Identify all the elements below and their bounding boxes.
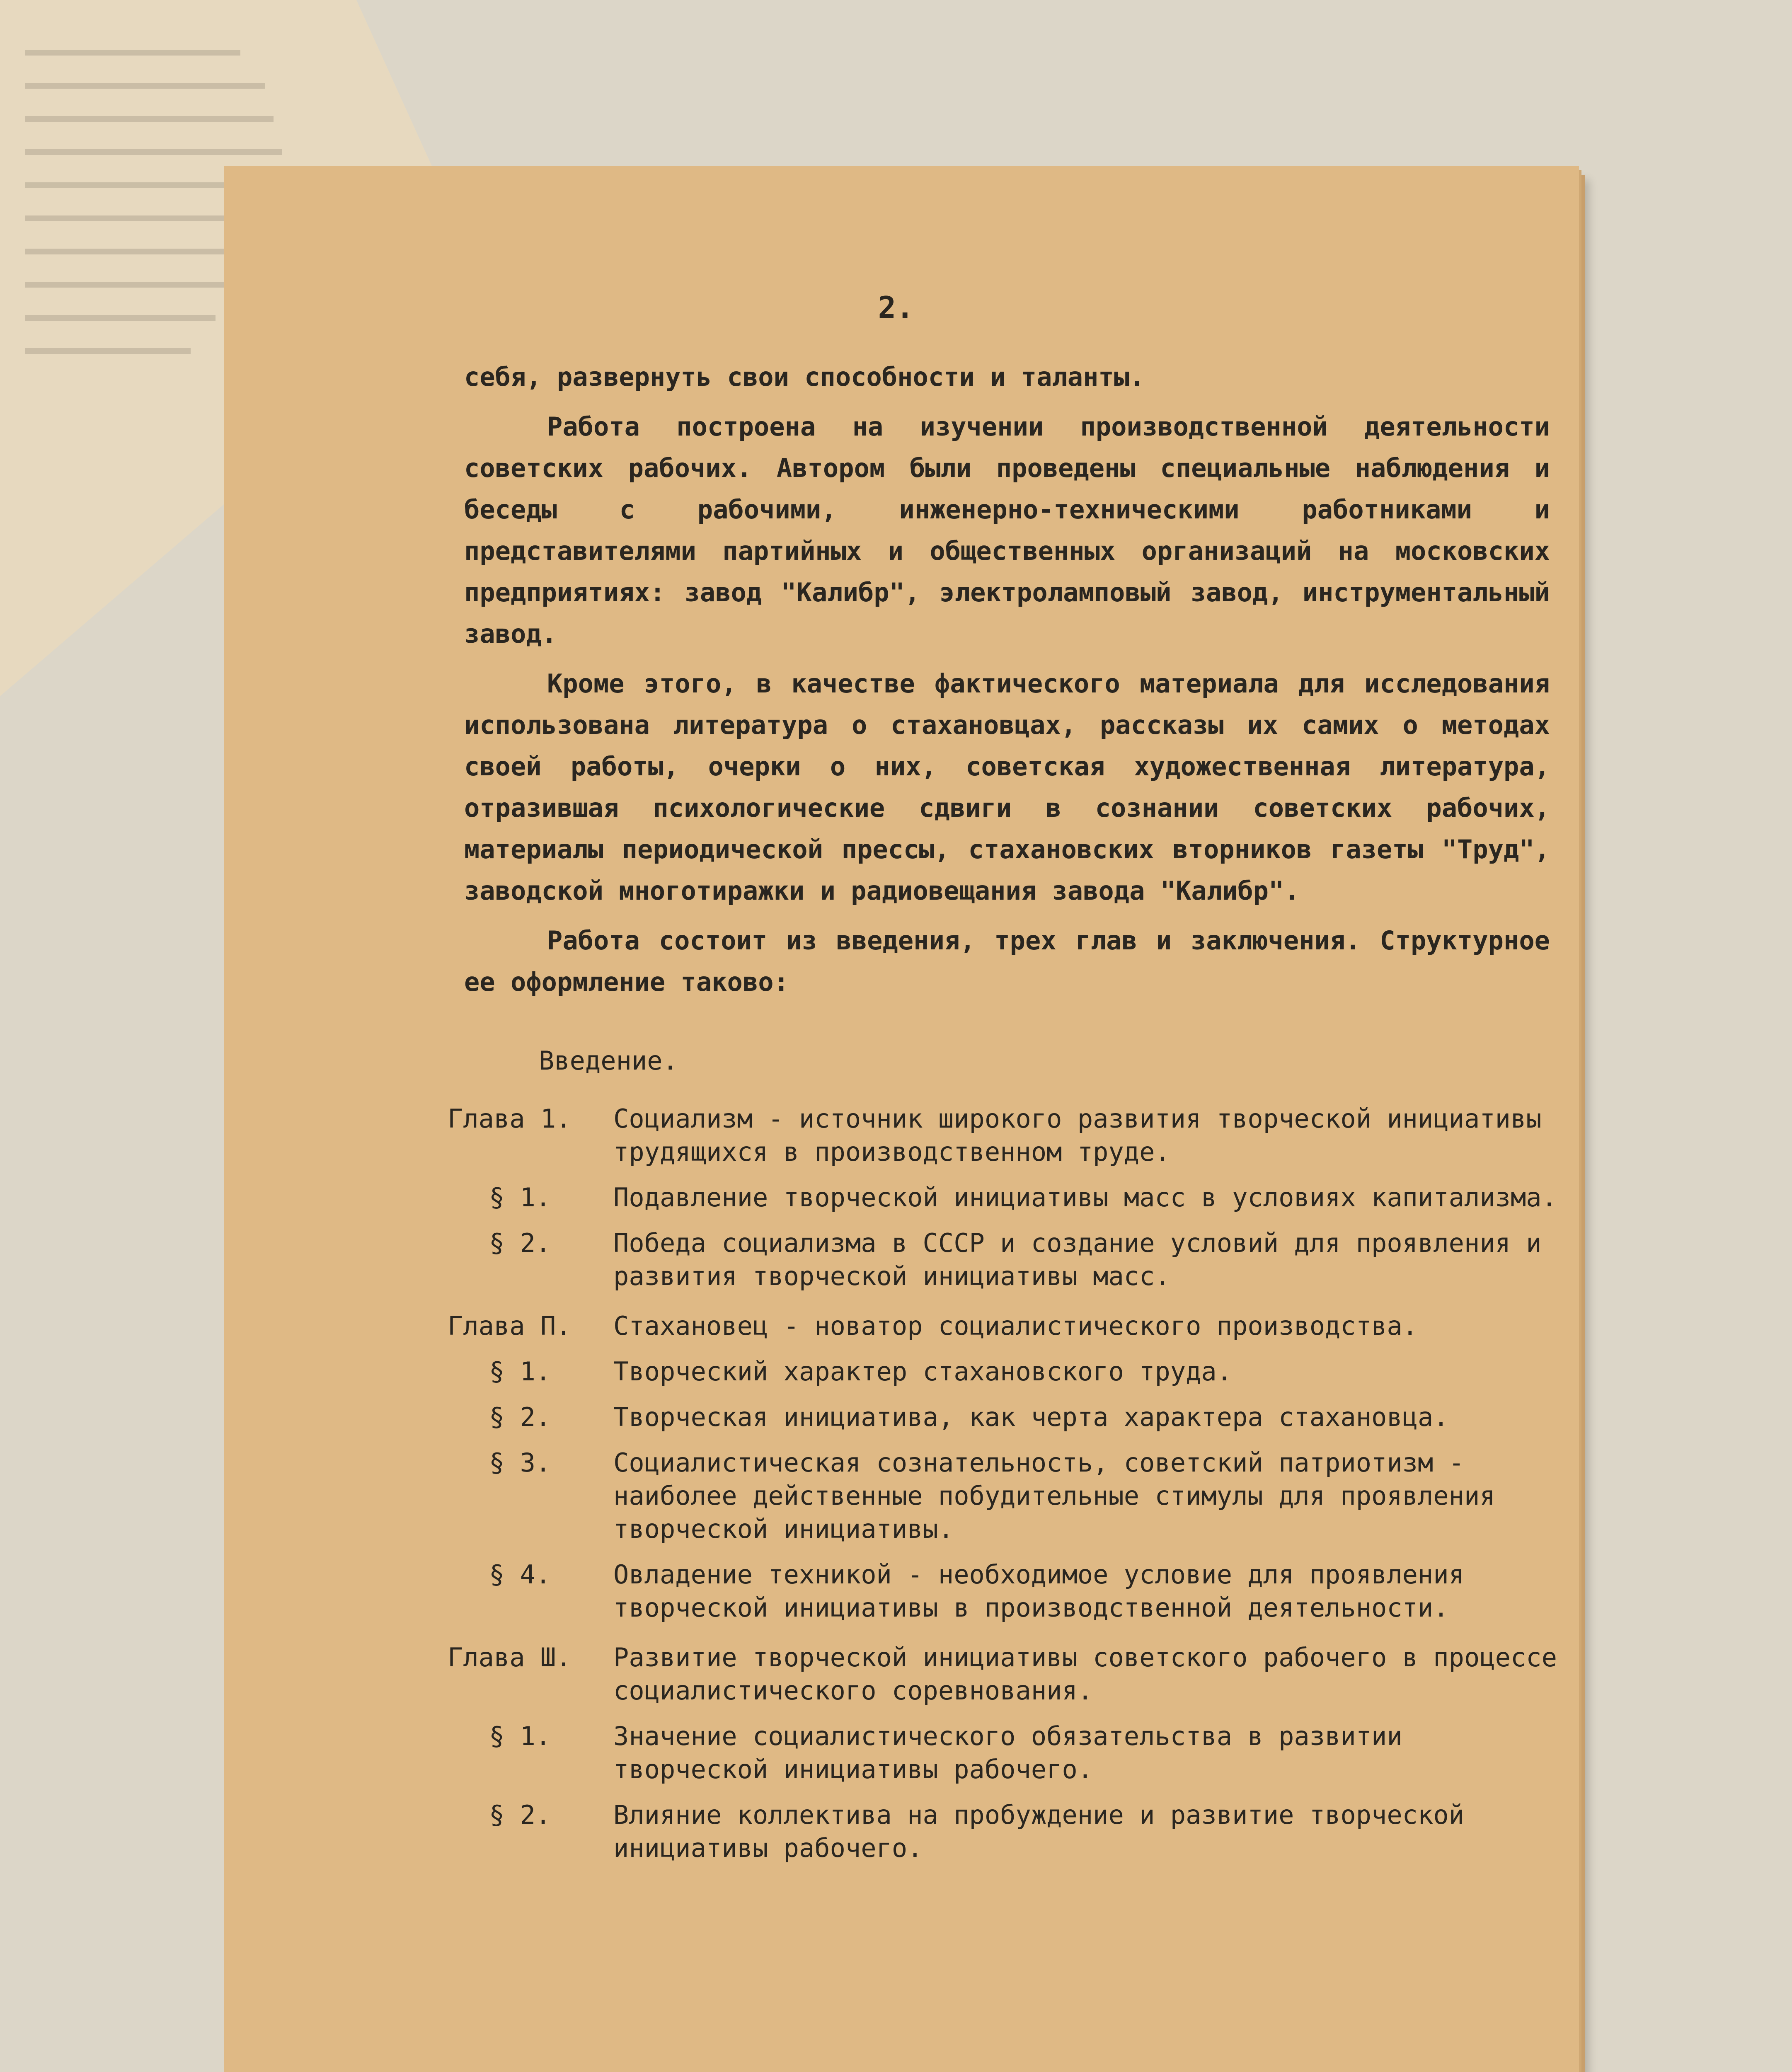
toc-chapter bbox=[448, 1641, 1558, 1707]
toc-section bbox=[448, 1720, 1558, 1786]
toc-label: Глава 1. bbox=[448, 1104, 572, 1134]
toc-intro: Введение. bbox=[539, 1046, 678, 1076]
toc-label: § 1. bbox=[489, 1721, 551, 1751]
paragraph: Работа состоит из введения, трех глав и заключения. Структурное ее оформление таково: bbox=[464, 925, 1550, 997]
toc-text: Стахановец - новатор социалистического производства. bbox=[613, 1311, 1418, 1341]
toc-text: Творческий характер стахановского труда. bbox=[613, 1356, 1233, 1387]
toc-text: Развитие творческой инициативы советского рабочего в процессе социалистического соревнования. bbox=[613, 1642, 1557, 1706]
toc-text: Творческая инициатива, как черта характера стахановца. bbox=[613, 1402, 1449, 1432]
paragraph: себя, развернуть свои способности и таланты. bbox=[464, 362, 1145, 392]
toc-text: Значение социалистического обязательства в развитии творческой инициативы рабочего. bbox=[613, 1721, 1402, 1784]
toc-chapter bbox=[448, 1310, 1558, 1343]
toc-label: Глава Ш. bbox=[448, 1642, 572, 1673]
toc-section bbox=[448, 1798, 1558, 1865]
toc-section bbox=[448, 1181, 1558, 1214]
toc-section bbox=[448, 1227, 1558, 1293]
toc-label: § 2. bbox=[489, 1228, 551, 1258]
toc-label: § 2. bbox=[489, 1402, 551, 1432]
toc-text: Социалистическая сознательность, советский патриотизм - наиболее действенные побудительные стимулы для проявления творческой инициативы. bbox=[613, 1447, 1495, 1544]
toc-label: Глава П. bbox=[448, 1311, 572, 1341]
toc-section bbox=[448, 1355, 1558, 1388]
toc-label: § 4. bbox=[489, 1559, 551, 1590]
paragraph: Работа построена на изучении производственной деятельности советских рабочих. Автором были проведены специальные наблюдения и беседы с рабочими, инженерно-техническими работниками и представителями партийных и общественных организаций на московских предприятиях: завод "Калибр", электроламповый завод, инструментальный завод. bbox=[464, 411, 1550, 649]
toc-label: § 3. bbox=[489, 1447, 551, 1478]
page-number: 2. bbox=[878, 290, 914, 325]
toc-label: § 1. bbox=[489, 1356, 551, 1387]
toc-text: Подавление творческой инициативы масс в условиях капитализма. bbox=[613, 1182, 1557, 1213]
toc-text: Социализм - источник широкого развития творческой инициативы трудящихся в производственном труде. bbox=[613, 1104, 1542, 1167]
toc-text: Овладение техникой - необходимое условие для проявления творческой инициативы в производственной деятельности. bbox=[613, 1559, 1464, 1623]
toc-section bbox=[448, 1446, 1558, 1546]
table-of-contents bbox=[448, 1044, 1558, 1877]
toc-label: § 2. bbox=[489, 1800, 551, 1830]
toc-section bbox=[448, 1401, 1558, 1434]
toc-text: Победа социализма в СССР и создание условий для проявления и развития творческой инициативы масс. bbox=[613, 1228, 1542, 1291]
toc-chapter bbox=[448, 1102, 1558, 1169]
toc-text: Влияние коллектива на пробуждение и развитие творческой инициативы рабочего. bbox=[613, 1800, 1464, 1863]
toc-label: § 1. bbox=[489, 1182, 551, 1213]
body-text bbox=[464, 356, 1550, 1011]
paragraph: Кроме этого, в качестве фактического материала для исследования использована литература о стахановцах, рассказы их самих о методах своей работы, очерки о них, советская художественная литература, отразившая психологические сдвиги в сознании советских рабочих, материалы периодической прессы, стахановских вторников газеты "Труд", заводской многотиражки и радиовещания завода "Калибр". bbox=[464, 668, 1550, 906]
toc-section bbox=[448, 1558, 1558, 1624]
